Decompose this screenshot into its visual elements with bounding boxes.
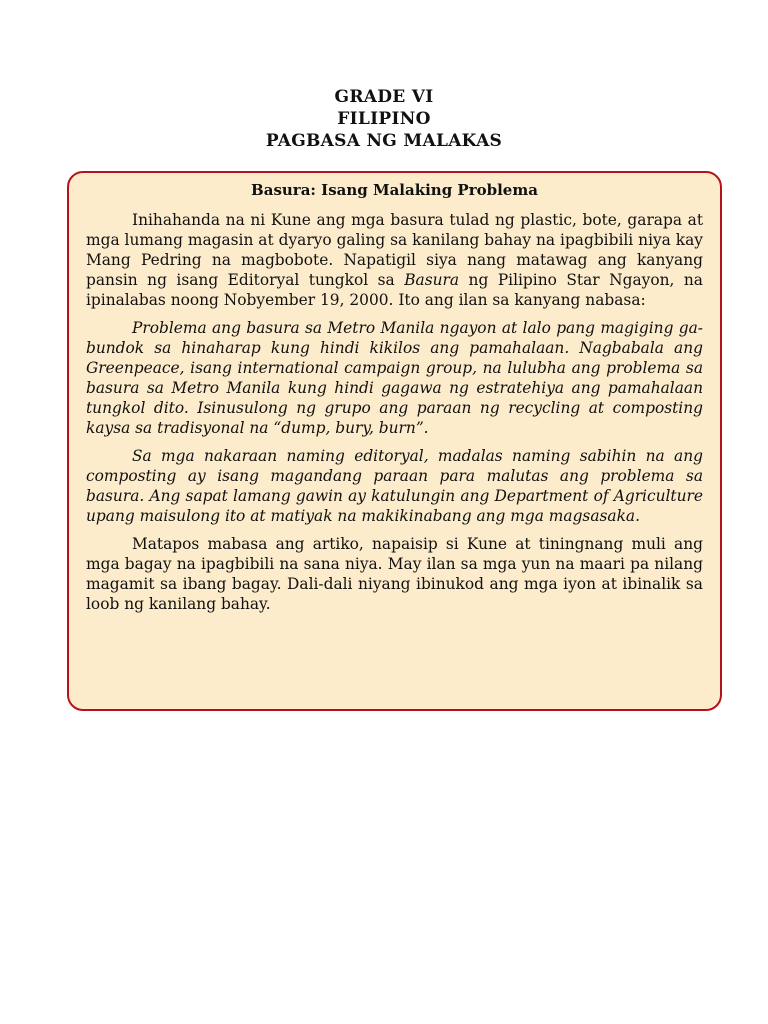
paragraph-editorial-1: Problema ang basura sa Metro Manila ngayon at lalo pang magiging ga-bundok sa hinaharap kung hindi kikilos ang pamahalaan. Nagbabala ang Greenpeace, isang international campaign group, na lulubha ang problema sa basura sa Metro Manila kung hindi gagawa ng estratehiya ang pamahalaan tungkol dito. Isinusulong ng grupo ang paraan ng recycling at composting kaysa sa tradisyonal na “dump, bury, burn”. — [86, 319, 703, 437]
paragraph-intro-emphasis: Basura — [404, 271, 460, 289]
paragraph-intro-text-a: Inihahanda na ni Kune ang mga basura tulad ng plastic, bote, garapa at mga lumang magasin at dyaryo galing sa kanilang bahay na ipagbibili niya kay Mang Pedring na magbobote. Napatigil siya nang matawag ang kanyang pansin ng isang Editoryal tungkol sa — [86, 211, 703, 289]
paragraph-intro-text-b: ng Pilipino Star Ngayon, na ipinalabas noong Nobyember 19, 2000. Ito ang ilan sa kanyang nabasa: — [86, 271, 703, 309]
paragraph-intro — [86, 210, 703, 310]
document-header — [0, 86, 768, 152]
paragraph-editorial-2: Sa mga nakaraan naming editoryal, madalas naming sabihin na ang composting ay isang magandang paraan para malutas ang problema sa basura. Ang sapat lamang gawin ay katulungin ang Department of Agriculture upang maisulong ito at matiyak na makikinabang ang mga magsasaka. — [86, 447, 703, 525]
reading-passage-box — [67, 171, 722, 711]
grade-heading: GRADE VI — [334, 87, 434, 107]
activity-heading: PAGBASA NG MALAKAS — [265, 131, 503, 151]
passage-title: Basura: Isang Malaking Problema — [251, 181, 538, 199]
paragraph-conclusion: Matapos mabasa ang artiko, napaisip si Kune at tiningnang muli ang mga bagay na ipagbibili na sana niya. May ilan sa mga yun na maari pa nilang magamit sa ibang bagay. Dali-dali niyang ibinukod ang mga iyon at ibinalik sa loob ng kanilang bahay. — [86, 535, 703, 613]
subject-heading: FILIPINO — [337, 109, 431, 129]
